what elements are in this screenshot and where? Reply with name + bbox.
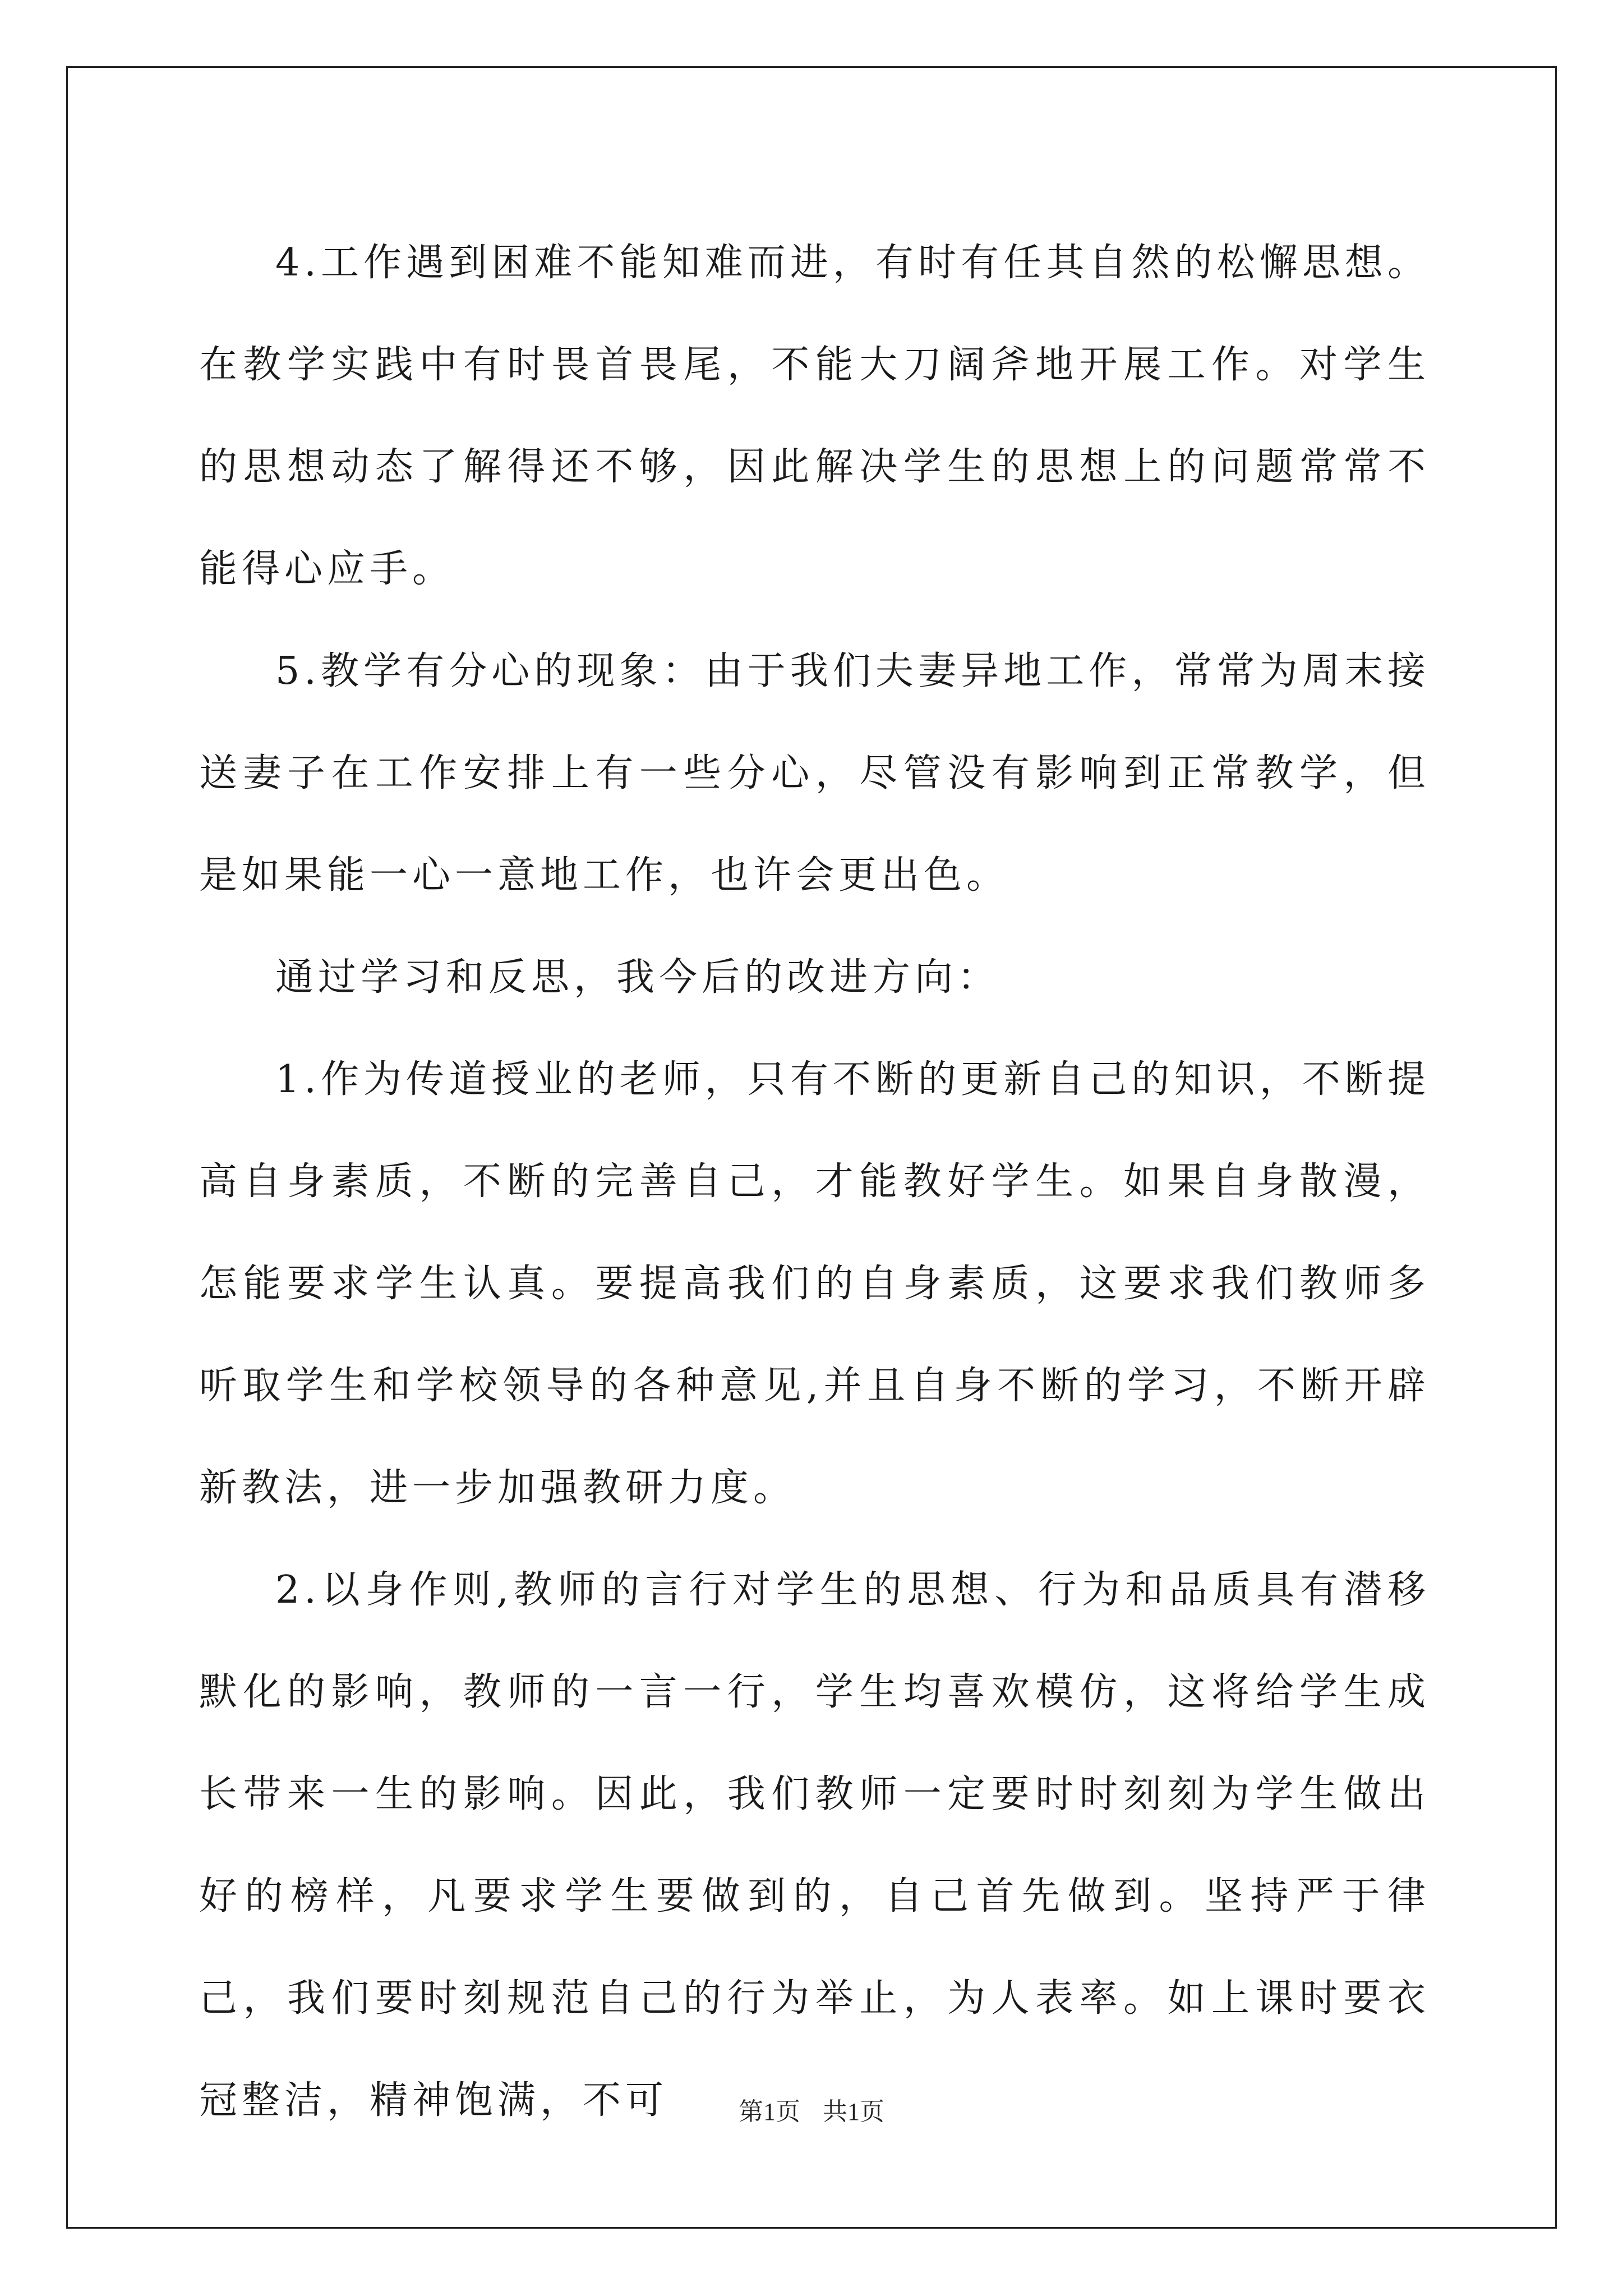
paragraph-item-4: 4.工作遇到困难不能知难而进，有时有任其自然的松懈思想。在教学实践中有时畏首畏尾，不能大刀阔斧地开展工作。对学生的思想动态了解得还不够，因此解决学生的思想上的问题常常不能得心应手。	[199, 241, 1430, 591]
page-number: 第1页	[739, 2098, 800, 2125]
paragraph-improvement-1: 1.作为传道授业的老师，只有不断的更新自己的知识，不断提高自身素质，不断的完善自己，才能教好学生。如果自身散漫，怎能要求学生认真。要提高我们的自身素质，这要求我们教师多听取学生和学校领导的各种意见,并且自身不断的学习，不断开辟新教法，进一步加强教研力度。	[199, 1057, 1430, 1510]
paragraph-item-5: 5.教学有分心的现象：由于我们夫妻异地工作，常常为周末接送妻子在工作安排上有一些分心，尽管没有影响到正常教学，但是如果能一心一意地工作，也许会更出色。	[199, 649, 1430, 898]
paragraph-improvement-intro: 通过学习和反思，我今后的改进方向：	[275, 955, 1000, 1000]
page-total: 共1页	[823, 2098, 884, 2125]
paragraph-improvement-2: 2.以身作则,教师的言行对学生的思想、行为和品质具有潜移默化的影响，教师的一言一行，学生均喜欢模仿，这将给学生成长带来一生的影响。因此，我们教师一定要时时刻刻为学生做出好的榜样，凡要求学生要做到的，自己首先做到。坚持严于律己，我们要时刻规范自己的行为举止，为人表率。如上课时要衣冠整洁，精神饱满，不可	[199, 1568, 1430, 2123]
document-body	[199, 212, 1430, 2152]
page-footer	[0, 2091, 1623, 2127]
